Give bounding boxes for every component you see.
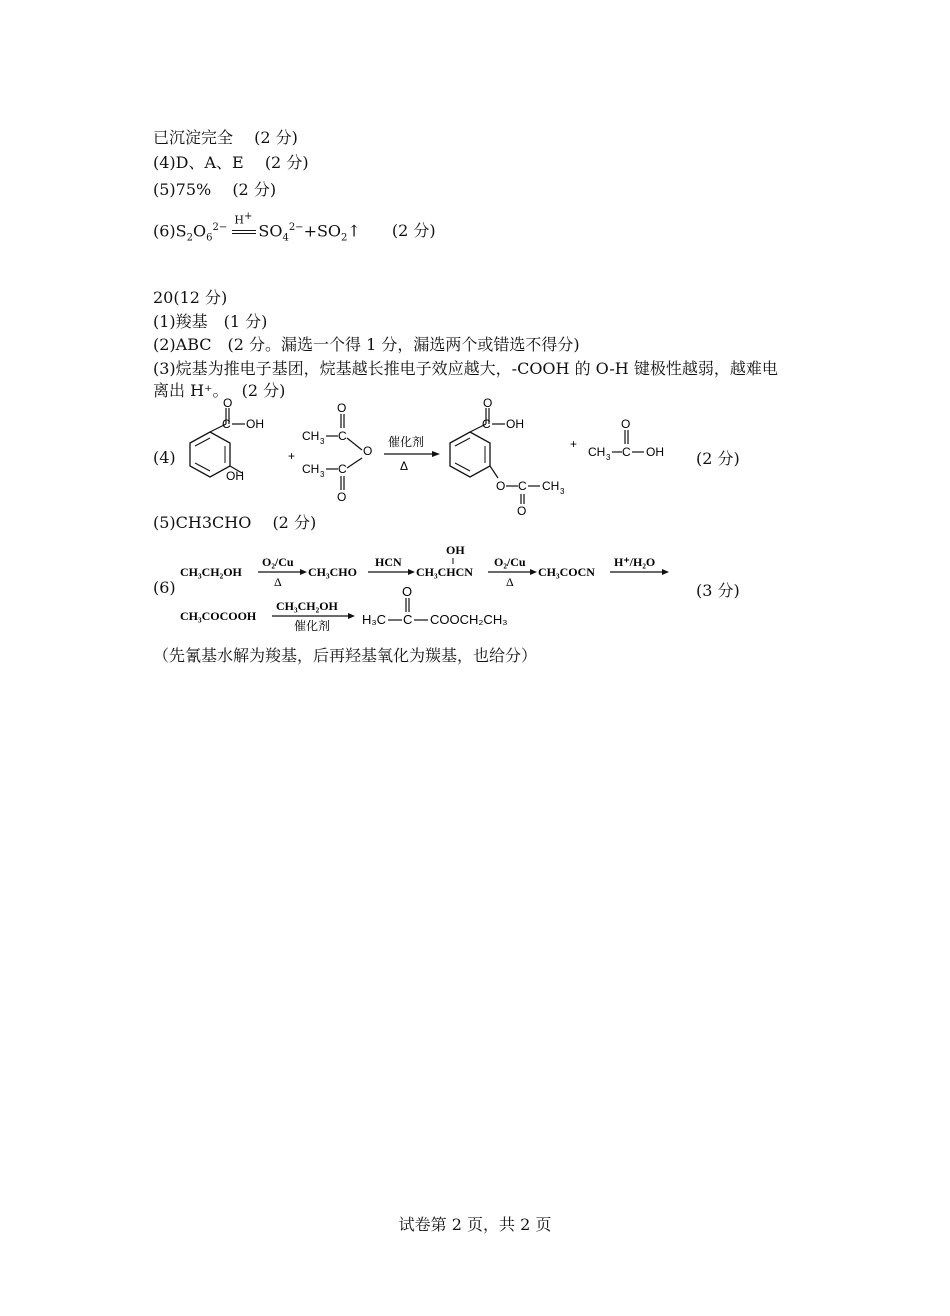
answer-20-6-score: (3 分) bbox=[696, 581, 740, 600]
svg-text:CH₃CH₂OH: CH₃CH₂OH bbox=[180, 565, 242, 579]
svg-text:3: 3 bbox=[606, 453, 611, 462]
svg-text:O: O bbox=[363, 444, 373, 458]
aspirin-synthesis-diagram bbox=[150, 398, 790, 518]
answer-20-6-label: (6) bbox=[153, 578, 176, 597]
svg-text:C: C bbox=[338, 429, 347, 443]
answer-20-4-label: (4) bbox=[153, 448, 176, 467]
svg-text:CH: CH bbox=[542, 479, 560, 493]
svg-text:O: O bbox=[496, 479, 506, 493]
heat-symbol: Δ bbox=[400, 459, 409, 473]
svg-text:+: + bbox=[288, 449, 296, 463]
svg-text:OH: OH bbox=[506, 417, 524, 431]
svg-text:C: C bbox=[482, 417, 491, 431]
svg-text:3: 3 bbox=[560, 487, 565, 496]
svg-text:OH: OH bbox=[246, 417, 264, 431]
catalyst-label: 催化剂 bbox=[388, 435, 425, 449]
answer-19-6: $(6)S_2O_6^{2-}$ H+ $SO_4^{2-}+SO_2↑$ (2 分) bbox=[153, 218, 436, 249]
svg-text:O: O bbox=[483, 398, 493, 410]
answer-19-5: (5)75% (2 分) bbox=[153, 180, 277, 199]
svg-text:CH₃COCOOH: CH₃COCOOH bbox=[180, 609, 257, 623]
acid-condition: H+ bbox=[234, 211, 253, 227]
svg-text:O: O bbox=[517, 504, 527, 518]
svg-text:3: 3 bbox=[320, 437, 325, 446]
reaction-scheme-4 bbox=[150, 398, 790, 518]
page-footer: 试卷第 2 页，共 2 页 bbox=[398, 1215, 552, 1234]
svg-text:O: O bbox=[337, 490, 347, 504]
svg-text:C: C bbox=[622, 445, 631, 459]
svg-text:C: C bbox=[222, 417, 231, 431]
svg-text:C: C bbox=[403, 612, 413, 627]
answer-20-1: (1)羧基 (1 分) bbox=[153, 312, 268, 331]
svg-text:O₂/Cu: O₂/Cu bbox=[262, 555, 294, 569]
svg-text:H⁺/H₂O: H⁺/H₂O bbox=[614, 555, 656, 569]
answer-20-4-score: (2 分) bbox=[696, 449, 740, 468]
synthesis-route-6 bbox=[150, 540, 790, 640]
svg-text:OH: OH bbox=[646, 445, 664, 459]
svg-text:CH: CH bbox=[588, 445, 606, 459]
answer-20-6-note: （先氰基水解为羧基，后再羟基氧化为羰基，也给分） bbox=[153, 646, 538, 665]
svg-text:Δ: Δ bbox=[506, 575, 514, 589]
synthesis-route-diagram bbox=[150, 540, 790, 640]
svg-text:OH: OH bbox=[446, 543, 465, 557]
answer-19-4: (4)D、A、E (2 分) bbox=[153, 153, 309, 172]
svg-text:O: O bbox=[621, 417, 631, 431]
svg-text:HCN: HCN bbox=[375, 555, 402, 569]
svg-text:COOCH₂CH₃: COOCH₂CH₃ bbox=[430, 612, 508, 627]
answer-20-3: (3)烷基为推电子基团，烷基越长推电子效应越大，-COOH 的 O-H 键极性越弱，越难电离出 H⁺。 (2 分) bbox=[153, 359, 778, 400]
svg-text:C: C bbox=[518, 479, 527, 493]
svg-text:CH₃CHO: CH₃CHO bbox=[308, 565, 357, 579]
svg-text:CH₃CHCN: CH₃CHCN bbox=[416, 565, 473, 579]
question-20-title: 20(12 分) bbox=[153, 288, 228, 307]
answer-20-2: (2)ABC (2 分。漏选一个得 1 分，漏选两个或错选不得分) bbox=[153, 335, 580, 354]
svg-text:催化剂: 催化剂 bbox=[294, 619, 331, 633]
svg-text:O: O bbox=[337, 401, 347, 415]
svg-text:O: O bbox=[223, 398, 233, 410]
svg-text:OH: OH bbox=[226, 469, 244, 483]
svg-text:O: O bbox=[402, 584, 413, 599]
answer-line-precipitation: 已沉淀完全 (2 分) bbox=[153, 128, 298, 147]
svg-text:CH: CH bbox=[302, 429, 320, 443]
svg-text:O₂/Cu: O₂/Cu bbox=[494, 555, 526, 569]
answer-20-5: (5)CH3CHO (2 分) bbox=[153, 513, 317, 532]
svg-text:H₃C: H₃C bbox=[362, 612, 387, 627]
svg-text:C: C bbox=[338, 462, 347, 476]
answer-19-6-score: (2 分) bbox=[391, 221, 436, 241]
svg-text:CH₃CH₂OH: CH₃CH₂OH bbox=[276, 599, 338, 613]
answer-19-6-label: (6) bbox=[153, 221, 176, 241]
svg-text:Δ: Δ bbox=[274, 575, 282, 589]
svg-text:CH₃COCN: CH₃COCN bbox=[538, 565, 595, 579]
svg-text:3: 3 bbox=[320, 470, 325, 479]
svg-text:+: + bbox=[570, 437, 578, 451]
svg-text:CH: CH bbox=[302, 462, 320, 476]
